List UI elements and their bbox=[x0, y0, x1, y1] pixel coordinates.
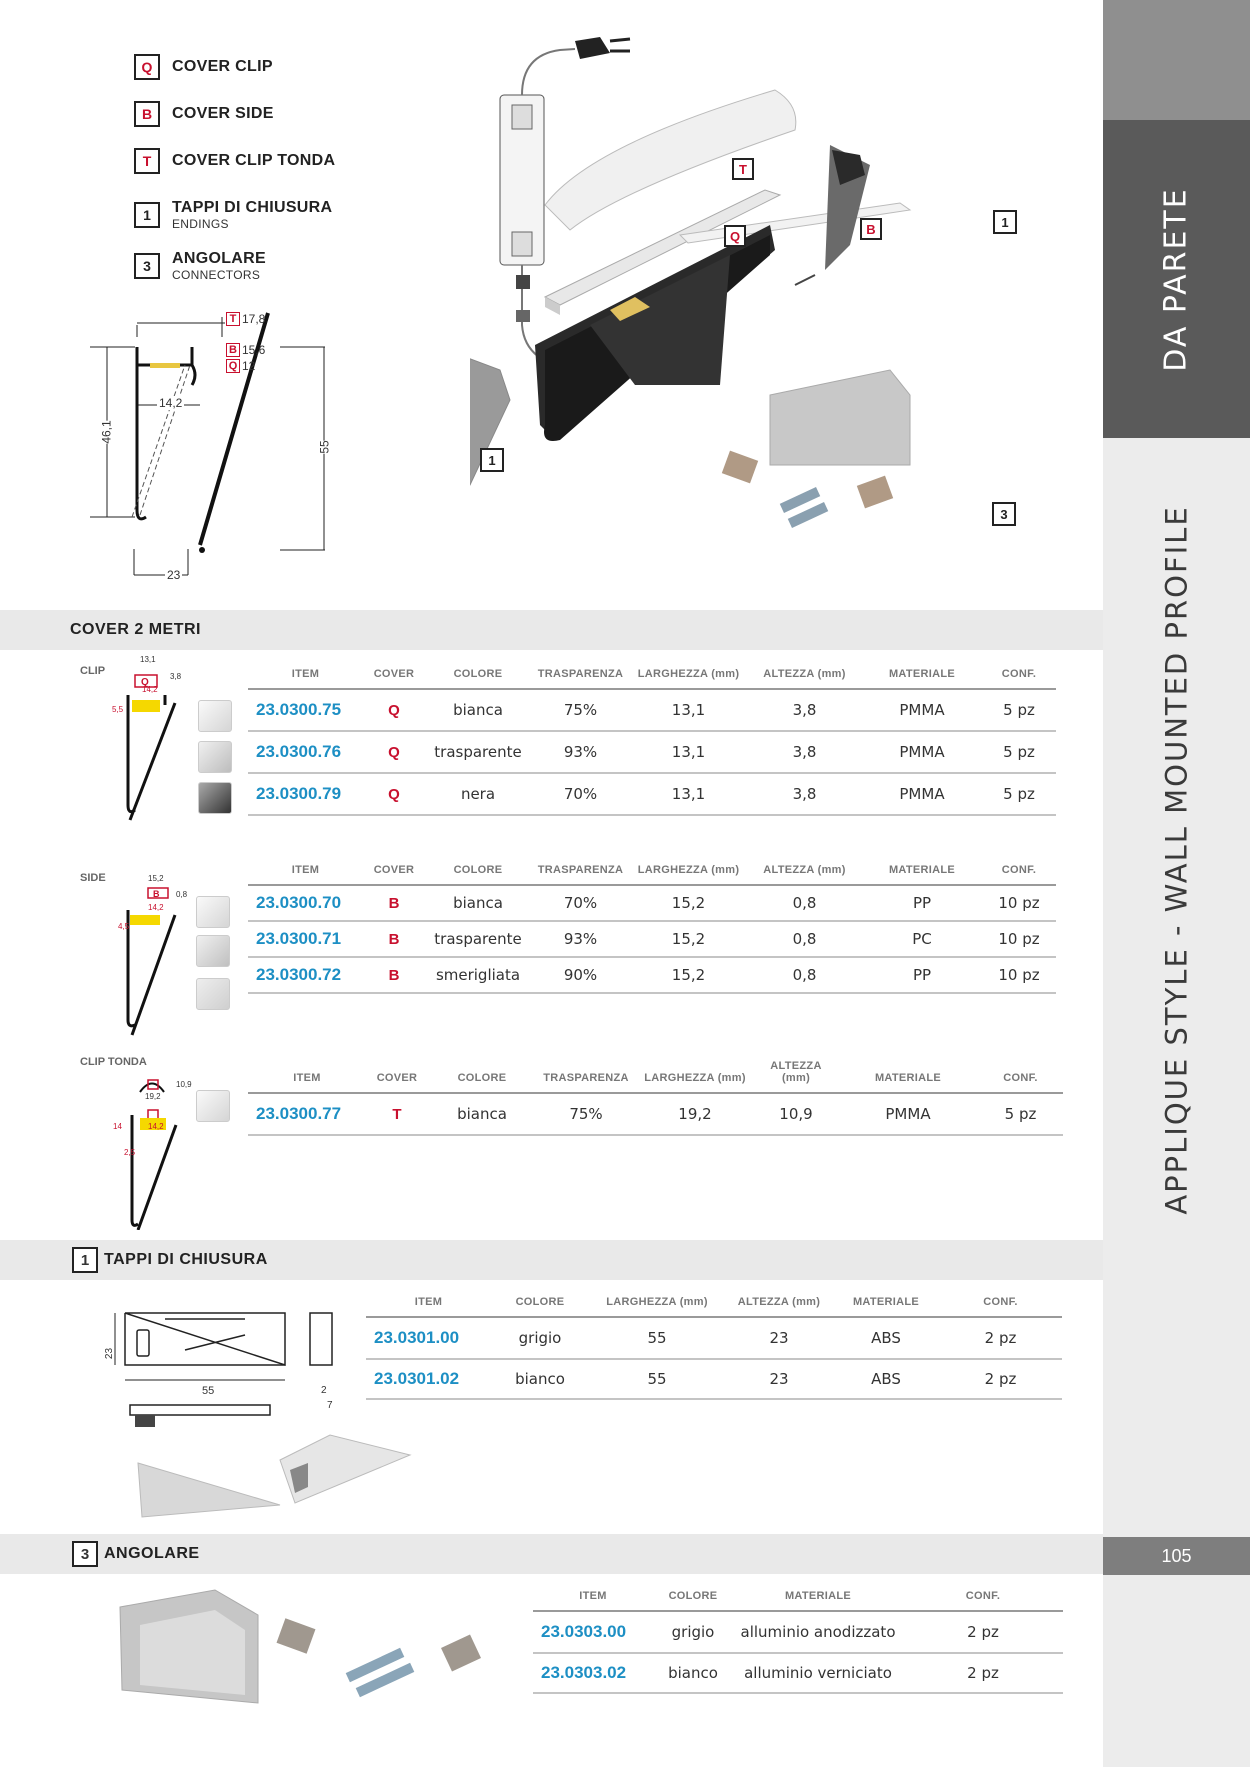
item-code: 23.0303.00 bbox=[533, 1611, 653, 1653]
cell: bianco bbox=[491, 1359, 589, 1399]
cell: 3,8 bbox=[747, 689, 862, 731]
svg-text:B: B bbox=[153, 889, 160, 899]
exploded-label-b: B bbox=[860, 218, 882, 240]
cell: grigio bbox=[653, 1611, 733, 1653]
page-number: 105 bbox=[1103, 1537, 1250, 1575]
cell: 75% bbox=[531, 689, 630, 731]
tonda-dim-inner: 14,2 bbox=[148, 1122, 164, 1131]
table-row bbox=[366, 1317, 1062, 1359]
col-header: COLORE bbox=[428, 1060, 536, 1093]
cell: 3,8 bbox=[747, 773, 862, 815]
cell: 93% bbox=[531, 921, 630, 957]
cell: 23 bbox=[725, 1359, 833, 1399]
clip-tonda-label: CLIP TONDA bbox=[80, 1056, 147, 1068]
cell: ABS bbox=[833, 1317, 939, 1359]
cell: PMMA bbox=[838, 1093, 978, 1135]
cover-code: Q bbox=[363, 773, 425, 815]
col-header: MATERIALE bbox=[838, 1060, 978, 1093]
cell: 19,2 bbox=[636, 1093, 754, 1135]
cell: PP bbox=[862, 957, 982, 993]
cell: PP bbox=[862, 885, 982, 921]
table-row bbox=[248, 921, 1056, 957]
col-header: ALTEZZA (mm) bbox=[747, 668, 862, 689]
legend-sublabel: CONNECTORS bbox=[172, 268, 261, 282]
cell: grigio bbox=[491, 1317, 589, 1359]
tonda-dim-side1: 14 bbox=[113, 1122, 122, 1131]
cell: trasparente bbox=[425, 731, 531, 773]
section-header-connectors bbox=[0, 1534, 1103, 1574]
code-box: T bbox=[226, 312, 240, 326]
section-title: COVER 2 METRI bbox=[70, 621, 201, 638]
table-row bbox=[248, 689, 1056, 731]
cell: 13,1 bbox=[630, 773, 747, 815]
cell: PMMA bbox=[862, 731, 982, 773]
swatch-white bbox=[198, 700, 232, 732]
legend-code: Q bbox=[134, 54, 160, 80]
clip-table bbox=[248, 668, 1056, 816]
col-header: MATERIALE bbox=[862, 668, 982, 689]
swatch-frosted bbox=[196, 978, 230, 1010]
tonda-dim-side2: 2,5 bbox=[124, 1148, 136, 1157]
dim-t bbox=[226, 312, 265, 326]
endings-table bbox=[366, 1296, 1062, 1400]
section-title: ANGOLARE bbox=[104, 1545, 200, 1562]
legend-item-cover-clip bbox=[134, 54, 394, 80]
cell: 13,1 bbox=[630, 731, 747, 773]
cell: PMMA bbox=[862, 773, 982, 815]
col-header: ALTEZZA (mm) bbox=[747, 864, 862, 885]
legend-item-endings bbox=[134, 199, 394, 231]
cell: 3,8 bbox=[747, 731, 862, 773]
dim-value: 17,8 bbox=[242, 312, 266, 326]
profile-cross-section-drawing bbox=[80, 305, 350, 590]
cell: 2 pz bbox=[939, 1317, 1062, 1359]
dim-b bbox=[226, 343, 265, 357]
legend-code: 1 bbox=[134, 202, 160, 228]
col-header: COVER bbox=[363, 864, 425, 885]
cell: PC bbox=[862, 921, 982, 957]
legend-label: ANGOLARE bbox=[172, 250, 266, 267]
legend-code: 3 bbox=[134, 253, 160, 279]
section-header-endings bbox=[0, 1240, 1103, 1280]
side-label: SIDE bbox=[80, 872, 106, 884]
cell: 10,9 bbox=[754, 1093, 838, 1135]
col-header: ITEM bbox=[533, 1590, 653, 1611]
col-header: LARGHEZZA (mm) bbox=[630, 668, 747, 689]
table-row bbox=[248, 773, 1056, 815]
col-header: COVER bbox=[363, 668, 425, 689]
cell: 75% bbox=[536, 1093, 636, 1135]
section-number: 3 bbox=[72, 1541, 98, 1567]
cover-code: B bbox=[363, 921, 425, 957]
dim-q bbox=[226, 359, 255, 373]
table-row bbox=[248, 1093, 1063, 1135]
connectors-table bbox=[533, 1590, 1063, 1694]
col-header: COLORE bbox=[653, 1590, 733, 1611]
item-code: 23.0300.77 bbox=[248, 1093, 366, 1135]
cell: 0,8 bbox=[747, 957, 862, 993]
cell: 93% bbox=[531, 731, 630, 773]
col-header: LARGHEZZA (mm) bbox=[589, 1296, 725, 1317]
col-header: COLORE bbox=[425, 864, 531, 885]
cell: bianca bbox=[425, 689, 531, 731]
tonda-dim-w: 19,2 bbox=[145, 1092, 161, 1101]
cell: 55 bbox=[589, 1359, 725, 1399]
side-profile-drawing bbox=[110, 860, 190, 1040]
cell: alluminio anodizzato bbox=[733, 1611, 903, 1653]
col-header: MATERIALE bbox=[733, 1590, 903, 1611]
col-header: MATERIALE bbox=[862, 864, 982, 885]
cell: 2 pz bbox=[939, 1359, 1062, 1399]
cell: 55 bbox=[589, 1317, 725, 1359]
cell: nera bbox=[425, 773, 531, 815]
table-row bbox=[248, 957, 1056, 993]
legend-sublabel: ENDINGS bbox=[172, 217, 229, 231]
col-header: CONF. bbox=[978, 1060, 1063, 1093]
cell: PMMA bbox=[862, 689, 982, 731]
legend-item-cover-side bbox=[134, 101, 394, 127]
col-header: ALTEZZA (mm) bbox=[725, 1296, 833, 1317]
table-row bbox=[533, 1611, 1063, 1653]
col-header: LARGHEZZA (mm) bbox=[630, 864, 747, 885]
code-box: B bbox=[226, 343, 240, 357]
side-band bbox=[1103, 0, 1250, 1767]
col-header: ALTEZZA (mm) bbox=[754, 1060, 838, 1093]
clip-dim-inner: 14,2 bbox=[142, 685, 158, 694]
cell: 0,8 bbox=[747, 885, 862, 921]
cell: 2 pz bbox=[903, 1653, 1063, 1693]
col-header: LARGHEZZA (mm) bbox=[636, 1060, 754, 1093]
tonda-dim-h: 10,9 bbox=[176, 1080, 192, 1089]
exploded-label-connector: 3 bbox=[992, 502, 1016, 526]
cell: 70% bbox=[531, 885, 630, 921]
cell: 15,2 bbox=[630, 885, 747, 921]
endcap-dim-t1: 2 bbox=[321, 1385, 327, 1396]
cell: alluminio verniciato bbox=[733, 1653, 903, 1693]
dim-value: 15,6 bbox=[242, 343, 266, 357]
clip-tonda-table bbox=[248, 1060, 1063, 1136]
col-header: TRASPARENZA bbox=[531, 864, 630, 885]
endcap-dim-w: 55 bbox=[202, 1385, 215, 1397]
side-dim-side: 4,5 bbox=[118, 922, 130, 931]
legend-label: COVER SIDE bbox=[172, 105, 274, 122]
cell: 5 pz bbox=[982, 731, 1056, 773]
swatch-white bbox=[196, 1090, 230, 1122]
table-row bbox=[248, 885, 1056, 921]
cell: ABS bbox=[833, 1359, 939, 1399]
dim-width: 23 bbox=[167, 568, 181, 582]
cell: smerigliata bbox=[425, 957, 531, 993]
cell: 2 pz bbox=[903, 1611, 1063, 1653]
col-header: ITEM bbox=[248, 668, 363, 689]
col-header: TRASPARENZA bbox=[531, 668, 630, 689]
clip-dim-h: 3,8 bbox=[170, 672, 182, 681]
cover-code: B bbox=[363, 957, 425, 993]
col-header: MATERIALE bbox=[833, 1296, 939, 1317]
side-dim-inner: 14,2 bbox=[148, 903, 164, 912]
legend-label: TAPPI DI CHIUSURA bbox=[172, 199, 333, 216]
legend-label: COVER CLIP TONDA bbox=[172, 152, 336, 169]
cell: 5 pz bbox=[982, 773, 1056, 815]
section-number: 1 bbox=[72, 1247, 98, 1273]
side-table bbox=[248, 864, 1056, 994]
swatch-white bbox=[196, 896, 230, 928]
cell: 15,2 bbox=[630, 957, 747, 993]
exploded-label-t: T bbox=[732, 158, 754, 180]
item-code: 23.0300.76 bbox=[248, 731, 363, 773]
side-band-top bbox=[1103, 0, 1250, 120]
section-title: TAPPI DI CHIUSURA bbox=[104, 1251, 268, 1268]
exploded-label-q: Q bbox=[724, 225, 746, 247]
exploded-label-endcap-left: 1 bbox=[480, 448, 504, 472]
swatch-transparent bbox=[198, 741, 232, 773]
cell: 5 pz bbox=[982, 689, 1056, 731]
dim-value: 12 bbox=[242, 359, 256, 373]
col-header: CONF. bbox=[982, 864, 1056, 885]
connector-product-photo bbox=[110, 1585, 520, 1710]
col-header: COLORE bbox=[491, 1296, 589, 1317]
item-code: 23.0303.02 bbox=[533, 1653, 653, 1693]
cell: 10 pz bbox=[982, 957, 1056, 993]
side-dim-w: 15,2 bbox=[148, 874, 164, 883]
item-code: 23.0300.72 bbox=[248, 957, 363, 993]
col-header: CONF. bbox=[982, 668, 1056, 689]
endcap-dim-h: 23 bbox=[104, 1347, 116, 1360]
legend-code: T bbox=[134, 148, 160, 174]
section-header-cover bbox=[0, 610, 1103, 650]
col-header: ITEM bbox=[366, 1296, 491, 1317]
clip-label: CLIP bbox=[80, 665, 106, 677]
dim-inner: 14,2 bbox=[159, 396, 183, 410]
legend-item-connectors bbox=[134, 250, 394, 282]
category-label: DA PARETE bbox=[1159, 186, 1194, 372]
cover-code: Q bbox=[363, 731, 425, 773]
side-dim-h: 0,8 bbox=[176, 890, 188, 899]
cell: 15,2 bbox=[630, 921, 747, 957]
legend-code: B bbox=[134, 101, 160, 127]
cell: 70% bbox=[531, 773, 630, 815]
table-row bbox=[533, 1653, 1063, 1693]
cell: bianca bbox=[428, 1093, 536, 1135]
swatch-transparent bbox=[196, 935, 230, 967]
code-box: Q bbox=[226, 359, 240, 373]
clip-dim-w: 13,1 bbox=[140, 655, 156, 664]
endcap-dim-t2: 7 bbox=[327, 1400, 333, 1411]
item-code: 23.0300.70 bbox=[248, 885, 363, 921]
cell: 90% bbox=[531, 957, 630, 993]
item-code: 23.0300.75 bbox=[248, 689, 363, 731]
cell: 5 pz bbox=[978, 1093, 1063, 1135]
cover-code: T bbox=[366, 1093, 428, 1135]
legend-label: COVER CLIP bbox=[172, 58, 273, 75]
cell: bianco bbox=[653, 1653, 733, 1693]
cell: 23 bbox=[725, 1317, 833, 1359]
col-header: CONF. bbox=[939, 1296, 1062, 1317]
exploded-label-endcap-right: 1 bbox=[993, 210, 1017, 234]
cell: 10 pz bbox=[982, 885, 1056, 921]
item-code: 23.0301.02 bbox=[366, 1359, 491, 1399]
swatch-black bbox=[198, 782, 232, 814]
cell: trasparente bbox=[425, 921, 531, 957]
endcap-technical-drawing bbox=[105, 1305, 335, 1435]
cell: bianca bbox=[425, 885, 531, 921]
svg-text:Q: Q bbox=[141, 677, 149, 688]
dim-h2: 55 bbox=[317, 440, 332, 454]
cover-code: Q bbox=[363, 689, 425, 731]
item-code: 23.0300.71 bbox=[248, 921, 363, 957]
clip-dim-side: 5,5 bbox=[112, 705, 124, 714]
col-header: ITEM bbox=[248, 864, 363, 885]
table-row bbox=[366, 1359, 1062, 1399]
cell: 0,8 bbox=[747, 921, 862, 957]
cover-code: B bbox=[363, 885, 425, 921]
col-header: CONF. bbox=[903, 1590, 1063, 1611]
col-header: COLORE bbox=[425, 668, 531, 689]
item-code: 23.0301.00 bbox=[366, 1317, 491, 1359]
section-vertical-title: APPLIQUE STYLE - WALL MOUNTED PROFILE bbox=[1159, 505, 1194, 1215]
col-header: COVER bbox=[366, 1060, 428, 1093]
endcap-product-photo bbox=[130, 1425, 430, 1525]
item-code: 23.0300.79 bbox=[248, 773, 363, 815]
table-row bbox=[248, 731, 1056, 773]
legend-item-cover-clip-tonda bbox=[134, 148, 394, 174]
dim-h1: 46,1 bbox=[99, 420, 114, 444]
col-header: TRASPARENZA bbox=[536, 1060, 636, 1093]
cell: 10 pz bbox=[982, 921, 1056, 957]
exploded-product-illustration bbox=[470, 25, 1030, 595]
cell: 13,1 bbox=[630, 689, 747, 731]
col-header: ITEM bbox=[248, 1060, 366, 1093]
